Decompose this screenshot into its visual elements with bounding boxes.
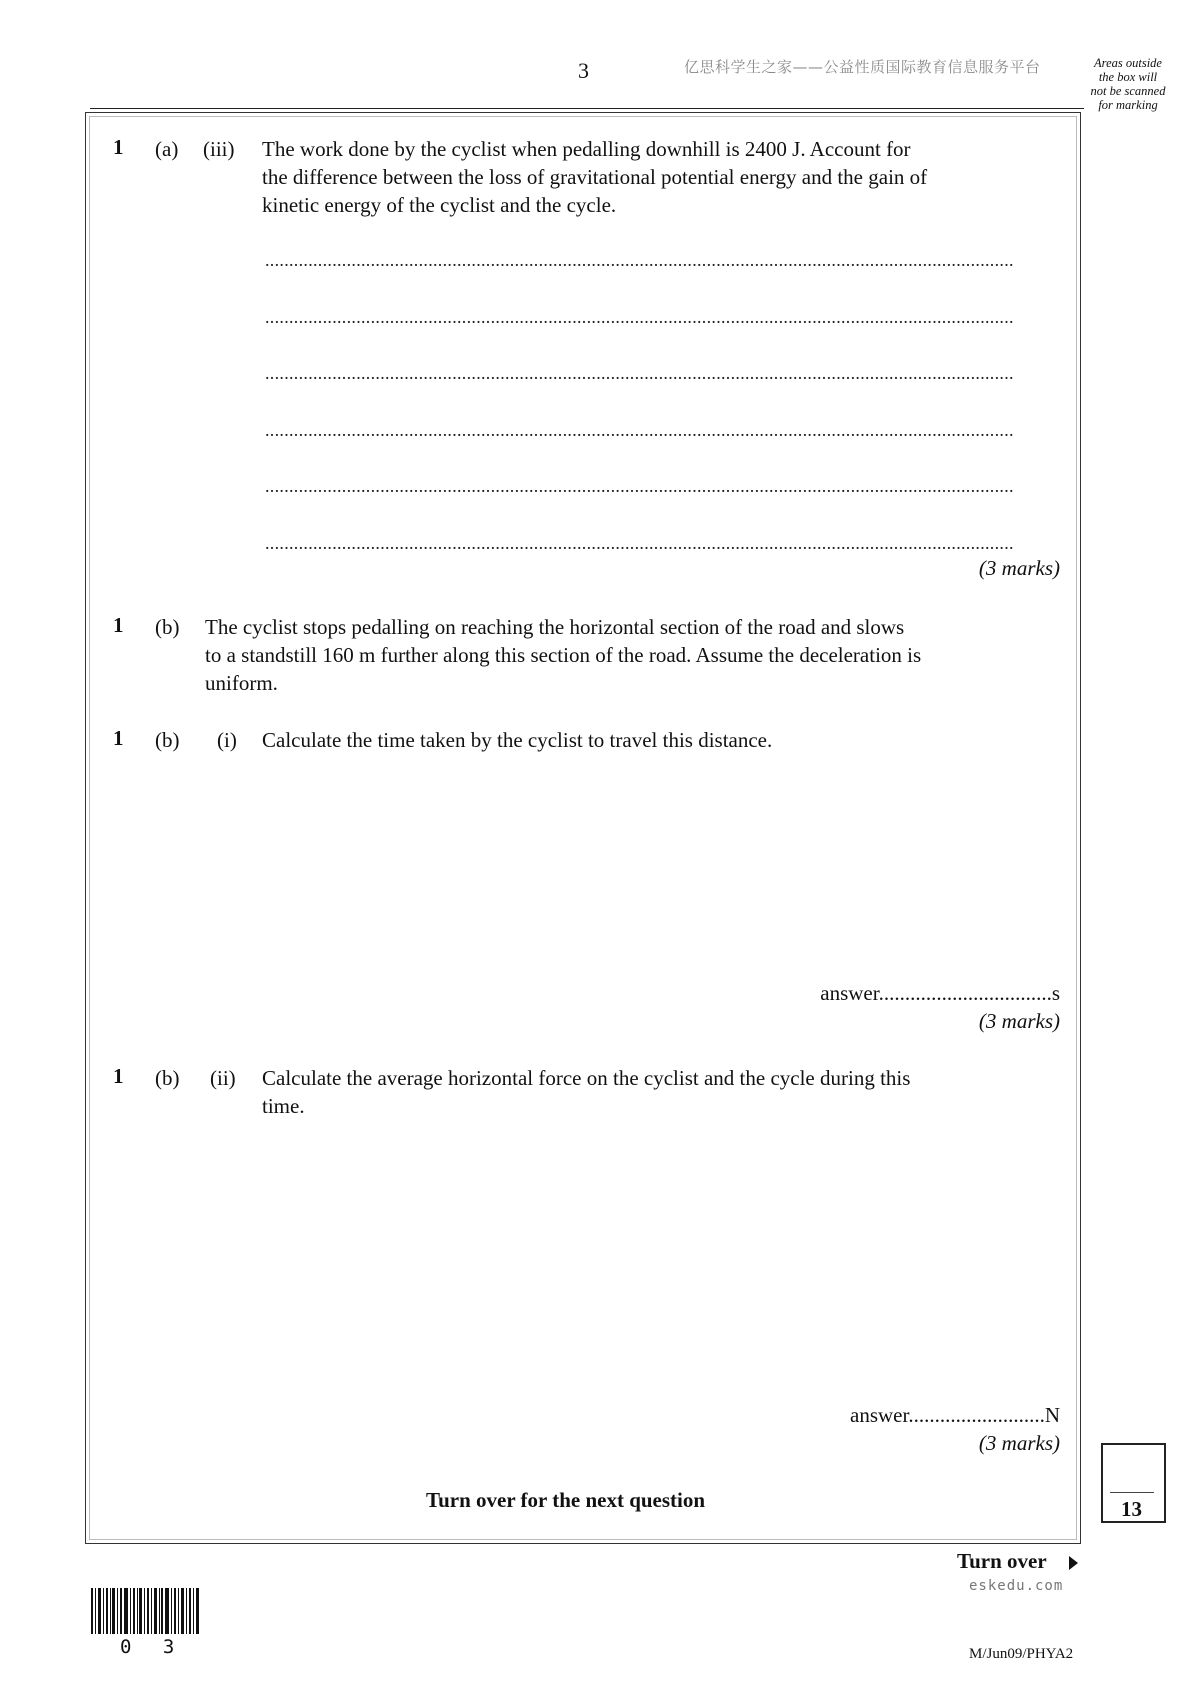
margin-note [1078,56,1178,112]
paper-reference: M/Jun09/PHYA2 [969,1646,1074,1662]
answer-line[interactable]: ............................................................................................................................................................ [265,476,1014,496]
question-text-line: Calculate the time taken by the cyclist to travel this distance. [262,728,773,752]
question-number: 1 [113,726,124,750]
marks-label: (3 marks) [978,1009,1060,1033]
question-text-line: time. [262,1094,305,1118]
question-text-line: uniform. [205,671,278,695]
question-number: 1 [113,135,124,159]
question-text-line: to a standstill 160 m further along this section of the road. Assume the deceleration is [205,643,922,667]
turn-over-next-question: Turn over for the next question [426,1488,706,1512]
turn-over-label: Turn over [957,1549,1047,1573]
margin-note-line: Areas outside [1094,56,1162,70]
answer-field-newtons[interactable]: answer..........................N [850,1403,1060,1427]
answer-box-inner [89,116,1077,1540]
question-part: (b) [155,1066,180,1090]
question-number: 1 [113,613,124,637]
page-number: 3 [578,58,589,83]
answer-line[interactable]: ............................................................................................................................................................ [265,307,1014,327]
question-text-line: the difference between the loss of gravitational potential energy and the gain of [262,165,928,189]
question-subpart: (ii) [210,1066,236,1090]
barcode-number: 0 3 [120,1636,185,1658]
arrow-right-icon [1069,1556,1078,1570]
marks-label: (3 marks) [978,556,1060,580]
answer-line[interactable]: ............................................................................................................................................................ [265,533,1014,553]
header-rule [90,108,1084,109]
barcode [91,1588,199,1634]
margin-note-line: not be scanned [1090,84,1166,98]
question-part: (b) [155,615,180,639]
question-text-line: The cyclist stops pedalling on reaching the horizontal section of the road and slows [205,615,905,639]
answer-field-seconds[interactable]: answer.................................s [820,981,1060,1005]
answer-line[interactable]: ............................................................................................................................................................ [265,363,1014,383]
question-text-line: Calculate the average horizontal force on the cyclist and the cycle during this [262,1066,911,1090]
answer-line[interactable]: ............................................................................................................................................................ [265,420,1014,440]
margin-note-line: for marking [1098,98,1158,112]
question-text-line: kinetic energy of the cyclist and the cycle. [262,193,617,217]
question-text-line: The work done by the cyclist when pedalling downhill is 2400 J. Account for [262,137,911,161]
score-box-rule [1110,1492,1154,1493]
margin-note-line: the box will [1098,70,1158,84]
answer-line[interactable]: ............................................................................................................................................................ [265,250,1014,270]
question-number: 1 [113,1064,124,1088]
question-part: (a) [155,137,179,161]
score-total: 13 [1121,1497,1142,1521]
question-subpart: (iii) [203,137,235,161]
question-part: (b) [155,728,180,752]
marks-label: (3 marks) [978,1431,1060,1455]
site-watermark: eskedu.com [969,1578,1064,1594]
question-subpart: (i) [217,728,237,752]
watermark: 亿思科学生之家——公益性质国际教育信息服务平台 [684,58,1041,76]
